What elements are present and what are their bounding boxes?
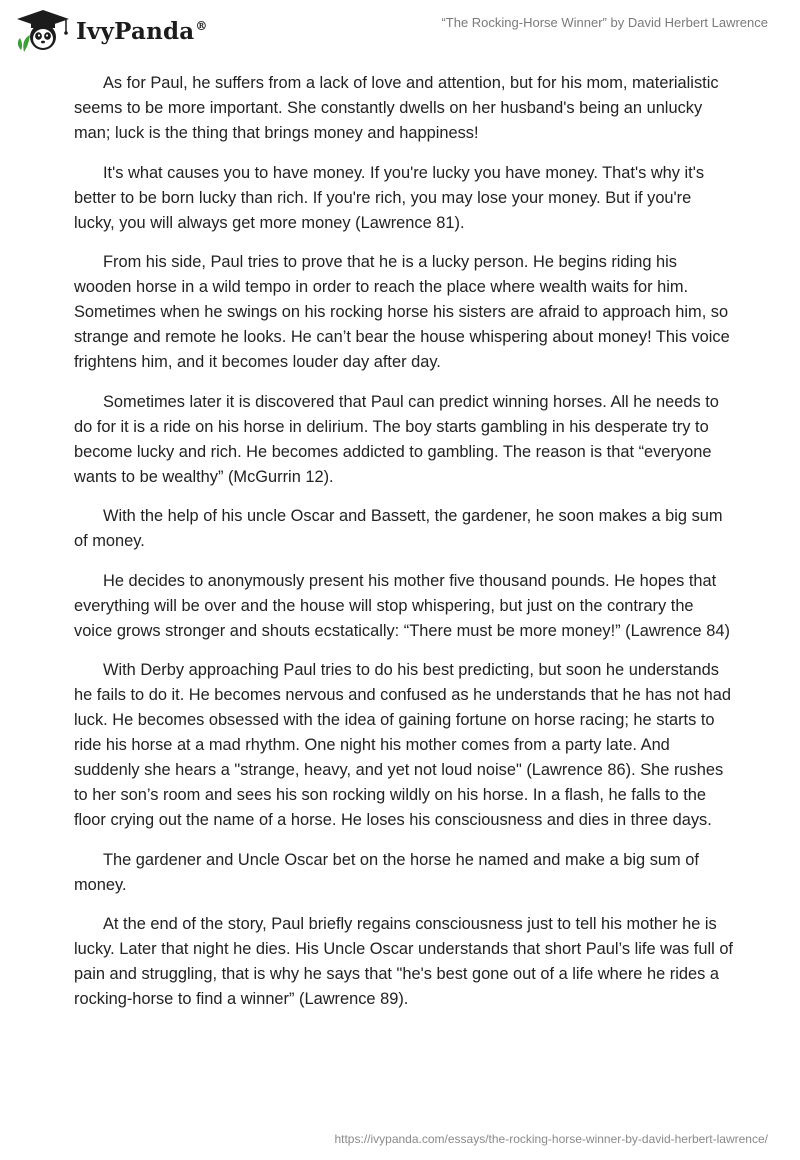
brand-name: IvyPanda® bbox=[76, 17, 208, 45]
paragraph: At the end of the story, Paul briefly regains consciousness just to tell his mother he is lucky. Later that night he dies. His Uncle Oscar understands that short Paul’s life was full of pain and struggling, that is why he says that "he's best gone out of a life where he rides a rocking-horse to find a winner” (Lawrence 89). bbox=[74, 915, 733, 1008]
paragraph: Sometimes later it is discovered that Paul can predict winning horses. All he needs to do for it is a ride on his horse in delirium. The boy starts gambling in his desperate try to become lucky and rich. He becomes addicted to gambling. The reason is that “everyone wants to be wealthy” (McGurrin 12). bbox=[74, 392, 719, 486]
paragraph: With Derby approaching Paul tries to do his best predicting, but soon he understands he fails to do it. He becomes nervous and confused as he understands that he has not had luck. He becomes obsessed with the idea of gaining fortune on horse racing; he starts to ride his horse at a mad rhythm. One night his mother comes from a party late. And suddenly she hears a "strange, heavy, and yet not loud noise" (Lawrence 86). She rushes to her son’s room and sees his son rocking wildly on his horse. In a flash, he falls to the floor crying out the name of a horse. He loses his consciousness and dies in three days. bbox=[74, 661, 731, 829]
paragraph: From his side, Paul tries to prove that he is a lucky person. He begins riding his wooden horse in a wild tempo in order to reach the place where wealth waits for him. Sometimes when he swings on his rocking horse his sisters are afraid to approach him, so strange and remote he looks. He can’t bear the house whispering about money! This voice frightens him, and it becomes louder day after day. bbox=[74, 253, 730, 371]
document-title: “The Rocking-Horse Winner” by David Herbert Lawrence bbox=[441, 15, 768, 30]
paragraph: He decides to anonymously present his mother five thousand pounds. He hopes that everything will be over and the house will stop whispering, but just on the contrary the voice grows stronger and shouts ecstatically: “There must be more money!” (Lawrence 84) bbox=[74, 571, 730, 640]
paragraph: It's what causes you to have money. If you're lucky you have money. That's why it's better to be born lucky than rich. If you're rich, you may lose your money. But if you're lucky, you will always get more money (Lawrence 81). bbox=[74, 163, 705, 232]
paragraph: The gardener and Uncle Oscar bet on the horse he named and make a big sum of money. bbox=[74, 850, 699, 894]
source-url-link[interactable]: https://ivypanda.com/essays/the-rocking-horse-winner-by-david-herbert-lawrence/ bbox=[334, 1132, 768, 1146]
paragraph: With the help of his uncle Oscar and Bassett, the gardener, he soon makes a big sum of money. bbox=[74, 507, 723, 550]
essay-body bbox=[74, 70, 734, 1027]
panda-graduate-icon bbox=[14, 8, 72, 52]
brand-logo[interactable] bbox=[14, 8, 208, 52]
page-header bbox=[0, 0, 800, 70]
paragraph: As for Paul, he suffers from a lack of love and attention, but for his mom, materialistic seems to be more important. She constantly dwells on her husband's being an unlucky man; luck is the thing that brings money and happiness! bbox=[74, 74, 719, 142]
